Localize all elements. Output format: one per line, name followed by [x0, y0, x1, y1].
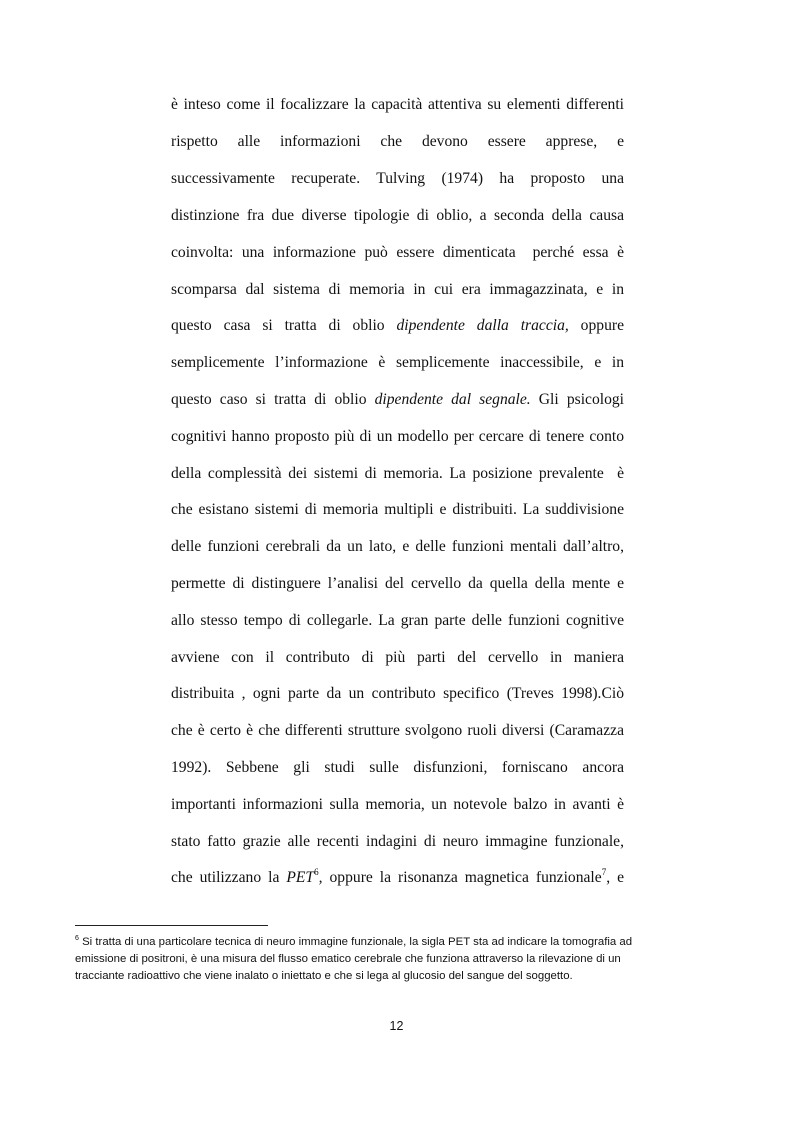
body-line-15 — [171, 611, 624, 631]
body-text: successivamente recuperate. Tulving (1974) ha proposto una — [171, 170, 624, 187]
footnote-marker: 6 — [75, 935, 79, 942]
body-line-17 — [171, 684, 624, 704]
footnote-ref-6[interactable]: 6 — [314, 867, 319, 877]
body-line-11 — [171, 464, 624, 484]
body-text: 1992). Sebbene gli studi sulle disfunzioni, forniscano ancora — [171, 759, 624, 776]
body-line-8 — [171, 353, 624, 373]
body-line-12 — [171, 500, 624, 520]
body-line-18 — [171, 721, 624, 741]
body-line-14 — [171, 574, 624, 594]
body-line-9 — [171, 390, 624, 410]
body-line-4 — [171, 206, 624, 226]
page-number: 12 — [389, 1019, 404, 1033]
body-line-16 — [171, 648, 624, 668]
body-line-20 — [171, 795, 624, 815]
italic-comma: , — [318, 869, 323, 886]
footnote-ref-7[interactable]: 7 — [601, 867, 607, 877]
body-line-10 — [171, 427, 624, 447]
body-text: oppure la risonanza magnetica funzionale — [322, 869, 602, 886]
body-text: , e — [606, 869, 625, 886]
body-text: questo caso si tratta di oblio — [171, 391, 375, 408]
footnote-line-2 — [75, 951, 735, 967]
body-line-6 — [171, 280, 624, 300]
body-text: è inteso come il focalizzare la capacità attentiva su elementi differenti — [171, 96, 624, 113]
body-text: avviene con il contributo di più parti del cervello in maniera — [171, 649, 624, 666]
italic-term-pet: PET — [286, 869, 315, 886]
body-text: che è certo è che differenti strutture svolgono ruoli diversi (Caramazza — [171, 722, 624, 739]
footnote-text: tracciante radioattivo che viene inalato o iniettato e che si lega al glucosio del sangue del soggetto. — [75, 970, 573, 982]
body-text: oppure — [568, 317, 624, 334]
body-line-19 — [171, 758, 624, 778]
body-line-13 — [171, 537, 624, 557]
footnote-text: emissione di positroni, è una misura del flusso ematico cerebrale che funziona attraverso la rilevazione di un — [75, 953, 621, 965]
body-text: distribuita , ogni parte da un contributo specifico (Treves 1998).Ciò — [171, 685, 624, 702]
body-text: cognitivi hanno proposto più di un modello per cercare di tenere conto — [171, 428, 624, 445]
italic-term: dipendente dalla traccia, — [396, 317, 569, 334]
body-text: allo stesso tempo di collegarle. La gran parte delle funzioni cognitive — [171, 612, 624, 629]
body-text: coinvolta: una informazione può essere dimenticata perché essa è — [171, 244, 624, 261]
body-line-5 — [171, 243, 624, 263]
footnote-line-1 — [75, 934, 735, 950]
body-text: importanti informazioni sulla memoria, un notevole balzo in avanti è — [171, 796, 624, 813]
body-text: rispetto alle informazioni che devono essere apprese, e — [171, 133, 624, 150]
body-line-1 — [171, 95, 624, 115]
body-text: che utilizzano la — [171, 869, 287, 886]
footnote-line-3 — [75, 968, 735, 984]
body-text: distinzione fra due diverse tipologie di oblio, a seconda della causa — [171, 207, 624, 224]
body-text: questo casa si tratta di oblio — [171, 317, 397, 334]
body-text: semplicemente l’informazione è semplicemente inaccessibile, e in — [171, 354, 624, 371]
body-text: stato fatto grazie alle recenti indagini di neuro immagine funzionale, — [171, 833, 624, 850]
body-line-3 — [171, 169, 624, 189]
body-text: scomparsa dal sistema di memoria in cui era immagazzinata, e in — [171, 281, 624, 298]
body-text: della complessità dei sistemi di memoria. La posizione prevalente è — [171, 465, 624, 482]
body-line-2 — [171, 132, 624, 152]
body-line-7 — [171, 316, 624, 336]
body-line-22 — [171, 868, 624, 888]
body-text: permette di distinguere l’analisi del cervello da quella della mente e — [171, 575, 624, 592]
italic-term: dipendente dal segnale. — [374, 391, 531, 408]
footnote-separator — [75, 925, 268, 926]
body-text: che esistano sistemi di memoria multipli e distribuiti. La suddivisione — [171, 501, 624, 518]
body-line-21 — [171, 832, 624, 852]
footnote-text: Si tratta di una particolare tecnica di neuro immagine funzionale, la sigla PET sta ad indicare la tomografia ad — [78, 936, 633, 948]
body-text: delle funzioni cerebrali da un lato, e delle funzioni mentali dall’altro, — [171, 538, 624, 555]
body-text: Gli psicologi — [530, 391, 624, 408]
